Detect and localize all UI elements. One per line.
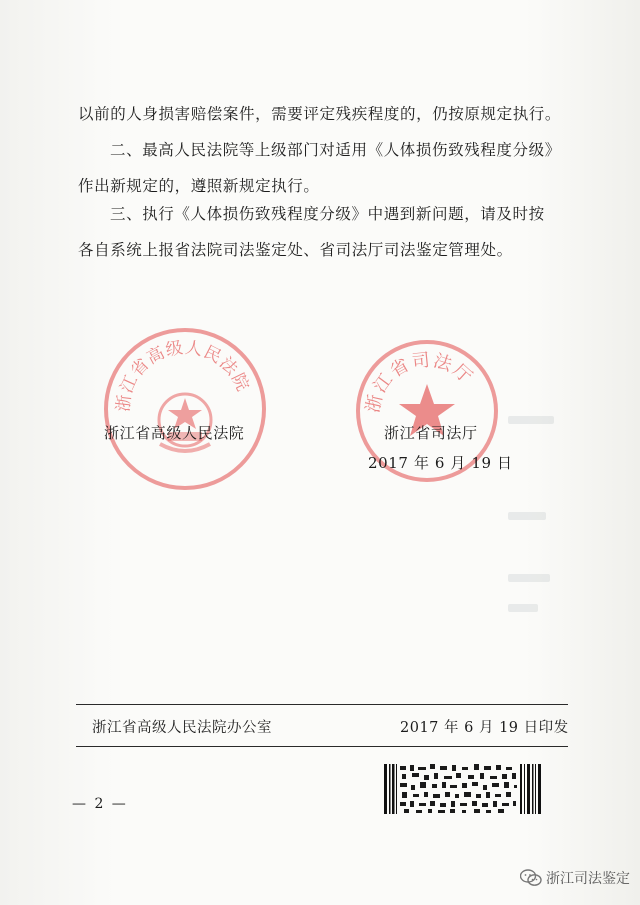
svg-text:浙江省高级人民法院: 浙江省高级人民法院	[113, 337, 253, 413]
court-seal-emblem-icon	[108, 332, 262, 486]
signature-date: 2017 年 6 月 19 日	[368, 454, 513, 472]
signer-court: 浙江省高级人民法院	[104, 424, 245, 442]
court-seal	[104, 328, 266, 490]
page-number: — 2 —	[72, 796, 128, 812]
watermark-text: 浙江司法鉴定	[546, 871, 630, 887]
paragraph-item-three	[78, 196, 568, 268]
source-watermark	[520, 868, 630, 888]
paragraph-item-two	[78, 132, 568, 204]
footer-issuer: 浙江省高级人民法院办公室	[92, 720, 272, 736]
signer-justice: 浙江省司法厅	[384, 424, 478, 442]
wechat-official-account-icon	[520, 869, 542, 887]
bleed-through-mark	[508, 416, 554, 424]
bleed-through-mark	[508, 604, 538, 612]
body-line: 三、执行《人体损伤致残程度分级》中遇到新问题，请及时按	[110, 205, 545, 223]
footer-top-rule	[76, 704, 568, 705]
body-line: 二、最高人民法院等上级部门对适用《人体损伤致残程度分级》	[110, 141, 561, 159]
footer-issue-date: 2017 年 6 月 19 日印发	[400, 720, 569, 736]
bleed-through-mark	[508, 512, 546, 520]
bleed-through-mark	[508, 574, 550, 582]
body-line: 作出新规定的，遵照新规定执行。	[78, 177, 320, 195]
body-line: 以前的人身损害赔偿案件，需要评定残疾程度的，仍按原规定执行。	[78, 105, 562, 123]
svg-text:浙江省司法厅: 浙江省司法厅	[362, 349, 478, 415]
footer-bottom-rule	[76, 746, 568, 747]
body-line: 各自系统上报省法院司法鉴定处、省司法厅司法鉴定管理处。	[78, 241, 513, 259]
paragraph-continuation	[78, 96, 568, 132]
barcode-icon	[384, 764, 542, 814]
